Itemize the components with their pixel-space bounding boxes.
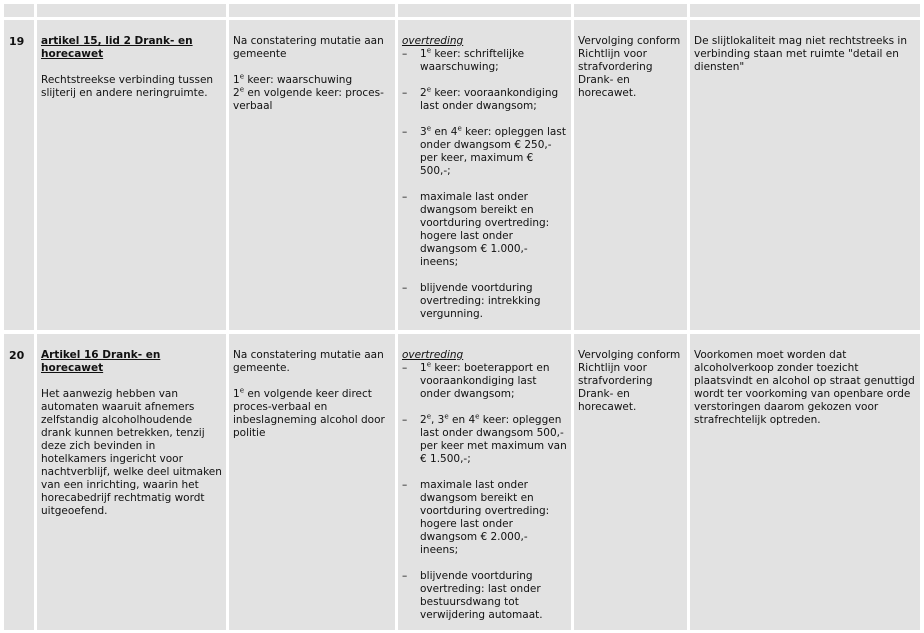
note-cell xyxy=(690,334,920,630)
followup-text: Vervolging conform Richtlijn voor strafvordering Drank- en horecawet. xyxy=(578,349,681,413)
sanction-item: – 3e en 4e keer: opleggen last onder dwangsom € 250,- per keer, maximum € 500,-; xyxy=(402,126,567,178)
sanction-item: – 2e keer: vooraankondiging last onder dwangsom; xyxy=(402,87,567,113)
sanction-item: – blijvende voortduring overtreding: last onder bestuursdwang tot verwijdering automaat. xyxy=(402,570,567,622)
article-title: artikel 15, lid 2 Drank- en horecawet xyxy=(41,35,193,60)
finding-cell xyxy=(229,334,395,630)
finding-cell xyxy=(229,20,395,330)
sanction-item: – maximale last onder dwangsom bereikt en voortduring overtreding: hogere last onder dwangsom € 1.000,- ineens; xyxy=(402,191,567,269)
sanction-item: – 2e, 3e en 4e keer: opleggen last onder dwangsom 500,- per keer met maximum van € 1.500,-; xyxy=(402,414,567,466)
finding-line: 1e en volgende keer direct proces-verbaal en inbeslagneming alcohol door politie xyxy=(233,386,385,439)
header-cell-sanction xyxy=(398,4,571,17)
article-cell xyxy=(37,20,226,330)
sanction-item: – maximale last onder dwangsom bereikt en voortduring overtreding: hogere last onder dwangsom € 2.000,- ineens; xyxy=(402,479,567,557)
sanction-list xyxy=(402,362,567,622)
header-cell-article xyxy=(37,4,226,17)
sanction-cell xyxy=(398,334,571,630)
note-text: De slijtlokaliteit mag niet rechtstreeks in verbinding staan met ruimte "detail en diensten" xyxy=(694,35,907,73)
followup-cell xyxy=(574,20,687,330)
sanction-heading: overtreding xyxy=(402,35,464,47)
article-description: Het aanwezig hebben van automaten waaruit afnemers zelfstandig alcoholhoudende drank kunnen betrekken, tenzij deze zich bevinden in hotelkamers ingericht voor nachtverblijf, welke deel uitmaken van een inrichting, waarin het horecabedrijf rechtmatig wordt uitgeoefend. xyxy=(41,388,222,517)
finding-line: 2e en volgende keer: proces-verbaal xyxy=(233,85,384,112)
sanction-item: – blijvende voortduring overtreding: intrekking vergunning. xyxy=(402,282,567,321)
article-title: Artikel 16 Drank- en horecawet xyxy=(41,349,161,374)
finding-line: 1e keer: waarschuwing xyxy=(233,72,353,86)
row-number: 20 xyxy=(4,334,34,630)
note-cell xyxy=(690,20,920,330)
header-cell-followup xyxy=(574,4,687,17)
sanction-item: – 1e keer: schriftelijke waarschuwing; xyxy=(402,48,567,74)
sanction-item: – 1e keer: boeterapport en vooraankondiging last onder dwangsom; xyxy=(402,362,567,401)
note-text: Voorkomen moet worden dat alcoholverkoop zonder toezicht plaatsvindt en alcohol op straat genuttigd wordt ter voorkoming van openbare orde verstoringen daarom gekozen voor strafrechtelijk optreden. xyxy=(694,349,915,426)
followup-text: Vervolging conform Richtlijn voor strafvordering Drank- en horecawet. xyxy=(578,35,681,99)
header-cell-number xyxy=(4,4,34,17)
header-cell-finding xyxy=(229,4,395,17)
sanction-heading: overtreding xyxy=(402,349,464,361)
sanction-list xyxy=(402,48,567,321)
sanction-cell xyxy=(398,20,571,330)
followup-cell xyxy=(574,334,687,630)
header-cell-note xyxy=(690,4,920,17)
finding-intro: Na constatering mutatie aan gemeente xyxy=(233,35,384,60)
article-cell xyxy=(37,334,226,630)
article-description: Rechtstreekse verbinding tussen slijterij en andere neringruimte. xyxy=(41,74,214,99)
finding-intro: Na constatering mutatie aan gemeente. xyxy=(233,349,384,374)
row-number: 19 xyxy=(4,20,34,330)
